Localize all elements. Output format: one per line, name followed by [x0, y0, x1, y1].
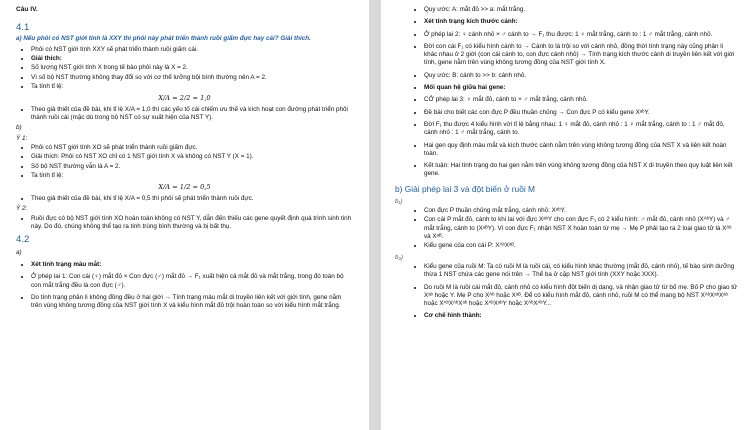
- list-item: • Ta tính tỉ lệ:: [31, 83, 353, 91]
- list-item: • Quy ước: B: cánh to >> b: cánh nhỏ.: [424, 72, 738, 80]
- list-item: • CỞ phép lai 3: ♀ mắt đỏ, cánh to × ♂ mắt trắng, cánh nhỏ.: [424, 96, 738, 104]
- list-item: • Giải thích: Phôi có NST XO chỉ có 1 NST giới tính X và không có NST Y (X = 1).: [31, 153, 353, 161]
- list-item: • Con cái P mắt đỏ, cánh to khi lai với đực XᵃᵇY cho con đực F₁ có 2 kiểu hình: ♂ mắt đỏ, cánh nhỏ (XᴬᵇY) và ♂ mắt trắng, cánh to (XᵃᴮY). Vì con đực F₁ nhận NST X hoàn toàn từ mẹ → Mẹ P phải tạo ra 2 loại giao tử là Xᴬᵇ và Xᵃᴮ.: [424, 216, 738, 241]
- list-item: • Ruồi đực có bộ NST giới tính XO hoàn toàn không có NST Y, dẫn đến thiếu các gene quyết định quá trình sinh tinh này. Do đó, chúng không thể tạo ra tinh trùng bình thường và bị bất thụ.: [31, 215, 353, 232]
- relation-title: • Mối quan hệ giữa hai gene:: [424, 84, 738, 92]
- left-page: [0, 0, 369, 430]
- list-item: • Con đực P thuần chủng mắt trắng, cánh nhỏ: XᵃᵇY.: [424, 207, 738, 215]
- section-b-heading: b) Giải phép lai 3 và đột biến ở ruồi M: [395, 183, 536, 194]
- list-item: • Số bộ NST thường vẫn là A = 2.: [31, 163, 353, 171]
- y1-label: Ý 1:: [16, 134, 28, 142]
- wing-size-title: • Xét tính trạng kích thước cánh:: [424, 18, 738, 26]
- question-heading: Câu IV.: [16, 6, 38, 13]
- list-item: • Quy ước: A: mắt đỏ >> a: mắt trắng.: [424, 6, 738, 14]
- right-page: [381, 0, 750, 430]
- ratio-formula-1: X/A = 2/2 = 1,0: [158, 94, 211, 103]
- b1-label: b₁): [395, 197, 403, 205]
- eye-color-title: • Xét tính trạng màu mắt:: [31, 261, 353, 269]
- list-item: • Giải thích:: [31, 55, 353, 63]
- answer-b-list: [16, 144, 353, 180]
- list-item: • Kết luận: Hai tính trạng do hai gen nằm trên vùng không tương đồng của NST X di truyền theo quy luật liên kết gene.: [424, 162, 738, 179]
- list-item: • Kiểu gene của con cái P: XᴬᵇXᵃᴮ.: [424, 242, 738, 250]
- list-item: • Kiểu gene của ruồi M: Ta có ruồi M là ruồi cái, có kiểu hình khác thường (mắt đỏ, cánh nhỏ), tế bào sinh dưỡng thừa 1 NST chứa các gene nói trên → Thể ba ở cặp NST giới tính (XXY hoặc XXX).: [424, 263, 738, 280]
- section-4-2-heading: 4.2: [16, 234, 30, 246]
- section-4-1-heading: 4.1: [16, 21, 30, 33]
- page-gap: [369, 0, 381, 430]
- list-item: • Do ruồi M là ruồi cái mắt đỏ, cánh nhỏ có kiểu hình đột biến dị dạng, và nhận giao tử từ bố mẹ. Bố P cho giao tử Xᵃᵇ hoặc Y. Mẹ P cho Xᴬᵇ hoặc Xᵃᴮ. Để có kiểu hình mắt đỏ, cánh nhỏ, ruồi M có thể mang bộ NST XᴬᵇXᵃᵇXᵃᵇ hoặc XᴬᵇXᴬᵇXᵃᵇ hoặc XᴬᵇXᵃᵇY hoặc XᴬᵇXᴬᵇY...: [424, 284, 738, 309]
- list-item: • Đời F₁ thu được 4 kiểu hình với tỉ lệ bằng nhau: 1 ♀ mắt đỏ, cánh nhỏ : 1 ♀ mắt trắng, cánh to : 1 ♂ mắt đỏ, cánh nhỏ : 1 ♂ mắt trắng, cánh to.: [424, 121, 738, 138]
- part-a2-label: a): [16, 248, 22, 256]
- list-item: • Số lượng NST giới tính X trong tế bào phôi này là X = 2.: [31, 64, 353, 72]
- list-item: • Ta tính tỉ lệ:: [31, 172, 353, 180]
- ratio-formula-2: X/A = 1/2 = 0,5: [158, 183, 211, 192]
- list-item: • Theo giả thiết của đề bài, khi tỉ lệ X/A = 1,0 thì các yếu tố cái chiếm ưu thế và kích hoạt con đường phát triển phôi thành ruồi cái (mặc dù trong bộ NST có sự xuất hiện của NST Y).: [31, 106, 353, 123]
- list-item: • Đời con cái F₁ có kiểu hình cánh to → Cánh to là trội so với cánh nhỏ, đồng thời tính trạng này cũng phân li khác nhau ở 2 giới (con cái cánh to, con đực cánh nhỏ) → Tính trạng kích thước cánh di truyền liên kết với giới tính, gene nằm trên vùng không tương đồng của NST giới tính X.: [424, 43, 738, 68]
- b2-label: b₂): [395, 253, 404, 261]
- question-a: a) Nếu phôi có NST giới tính là XXY thì phôi này phát triển thành ruồi giấm đực hay cái? Giải thích.: [16, 35, 311, 43]
- list-item: • Phôi có NST giới tính XXY sẽ phát triển thành ruồi giấm cái.: [31, 46, 353, 54]
- mechanism-title: • Cơ chế hình thành:: [424, 312, 738, 320]
- list-item: • Phôi có NST giới tính XO sẽ phát triển thành ruồi giấm đực.: [31, 144, 353, 152]
- y2-label: Ý 2:: [16, 205, 28, 213]
- list-item: • Vì số bộ NST thường không thay đổi so với cơ thể lưỡng bội bình thường nên A = 2.: [31, 74, 353, 82]
- list-item: • Đề bài cho biết các con đực P đều thuần chủng → Con đực P có kiểu gene XᵃᵇY.: [424, 109, 738, 117]
- list-item: • Theo giả thiết của đề bài, khi tỉ lệ X/A = 0,5 thì phôi sẽ phát triển thành ruồi đực.: [31, 195, 353, 203]
- list-item: • Do tính trạng phân li không đồng đều ở hai giới → Tính trạng màu mắt di truyền liên kết với giới tính, gene nằm trên vùng không tương đồng của NST giới tính X và kiểu hình mắt đỏ trội hoàn toàn so với kiểu hình mắt trắng.: [31, 294, 353, 311]
- list-item: • Ở phép lai 2: ♀ cánh nhỏ × ♂ cánh to → F₁ thu được: 1 ♀ mắt trắng, cánh to : 1 ♂ mắt trắng, cánh nhỏ.: [424, 31, 738, 39]
- list-item: • Hai gen quy định màu mắt và kích thước cánh nằm trên vùng không tương đồng của NST X và liên kết hoàn toàn.: [424, 142, 738, 159]
- part-b-label: b): [16, 124, 22, 132]
- list-item: • Ở phép lai 1: Con cái (♀) mắt đỏ × Con đực (♂) mắt đỏ → F₁ xuất hiện cả mắt đỏ và mắt trắng, trong đó toàn bộ con mắt trắng đều là con đực (♂).: [31, 273, 353, 290]
- answer-a-list: [16, 46, 353, 91]
